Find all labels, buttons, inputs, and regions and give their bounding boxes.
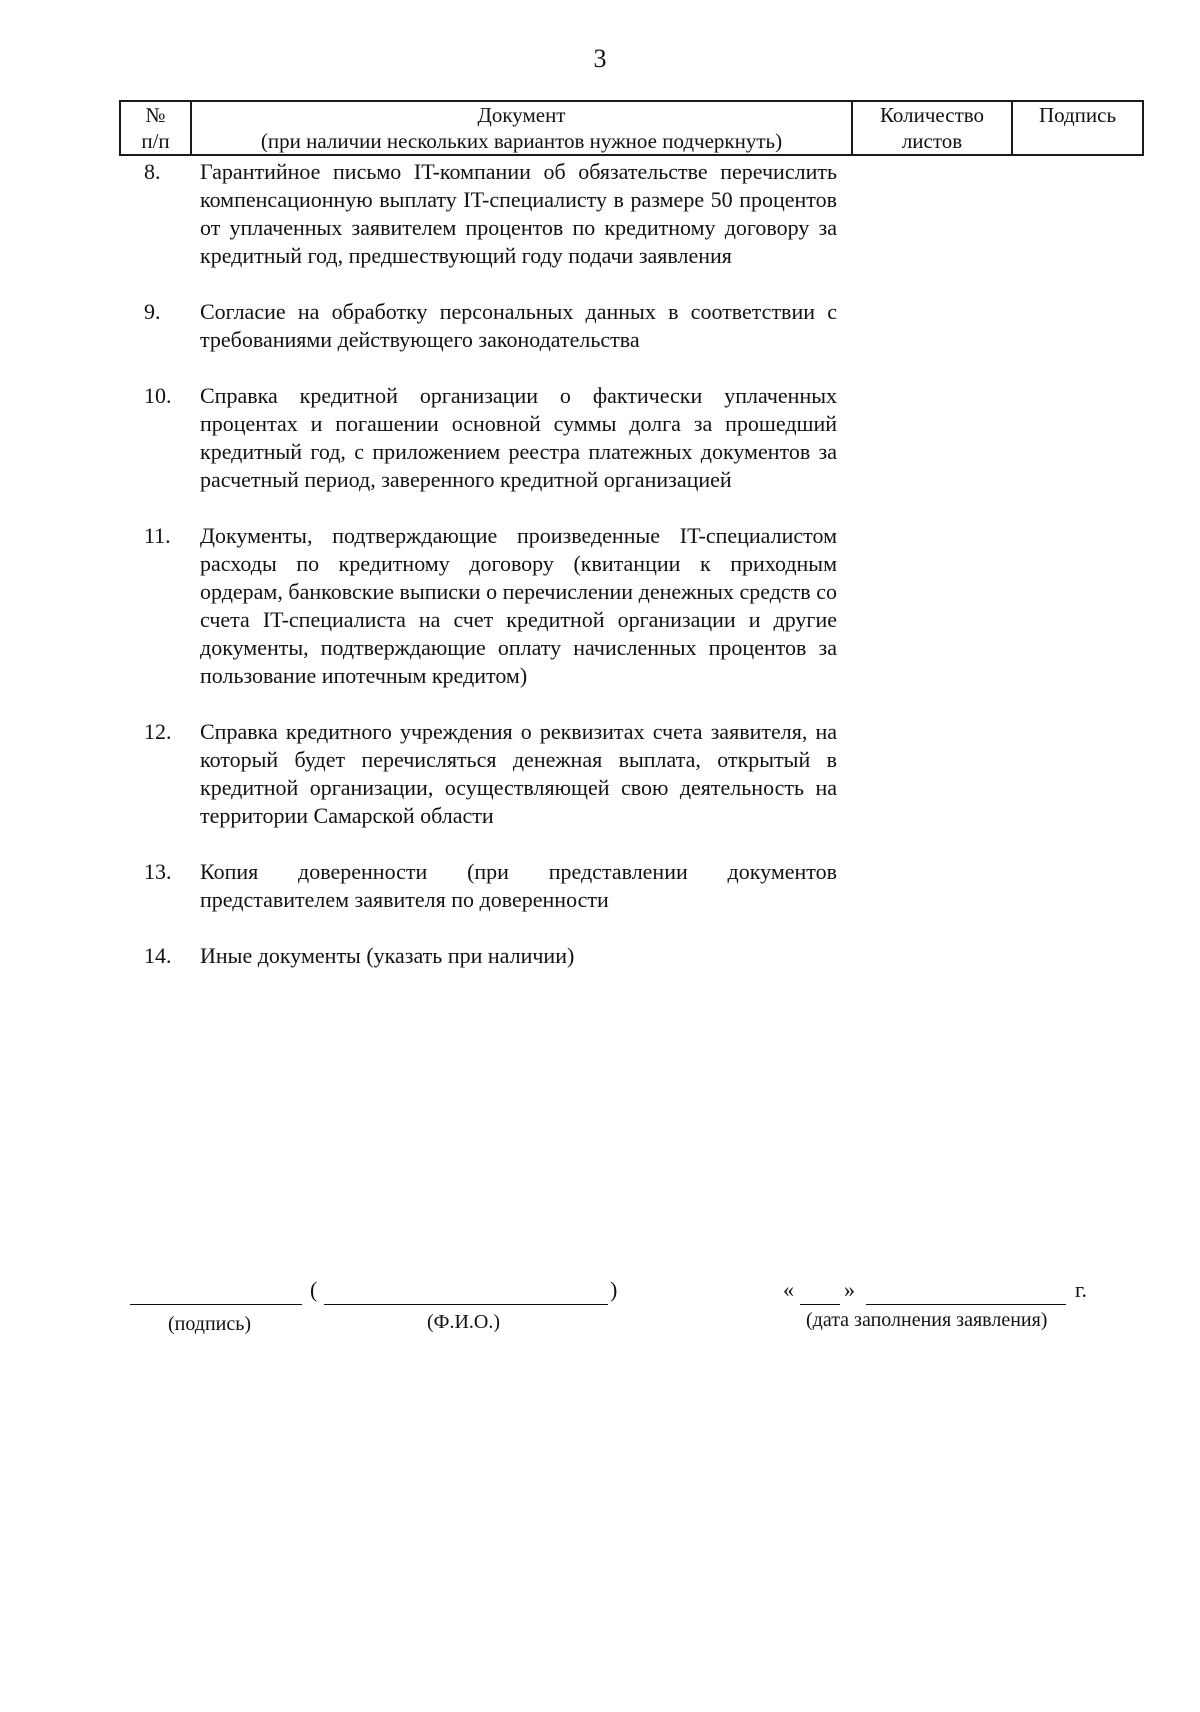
- item-text: Справка кредитного учреждения о реквизитах счета заявителя, на который будет перечисляться денежная выплата, открытый в кредитной организации, осуществляющей свою деятельность на территории Самарской области: [200, 719, 837, 828]
- item-text: Согласие на обработку персональных данных в соответствии с требованиями действующего законодательства: [200, 299, 837, 352]
- column-number-header: [120, 101, 191, 155]
- item-text: Документы, подтверждающие произведенные IT-специалистом расходы по кредитному договору (квитанции к приходным ордерам, банковские выписки о перечислении денежных средств со счета IT-специалиста на счет кредитной организации и другие документы, подтверждающие оплату начисленных процентов за пользование ипотечным кредитом): [200, 523, 837, 688]
- day-line: [800, 1304, 840, 1305]
- item-text: Копия доверенности (при представлении документов представителем заявителя по доверенности: [200, 859, 837, 912]
- list-item: [0, 942, 1200, 970]
- column-sheet-count-line-2: листов: [901, 129, 963, 153]
- column-signature-line-1: Подпись: [1038, 103, 1117, 127]
- column-number-line-1: №: [145, 103, 166, 127]
- item-number: 9.: [144, 299, 161, 324]
- item-number: 10.: [144, 383, 172, 408]
- documents-table-header: [119, 100, 1144, 156]
- list-item: [0, 298, 1200, 354]
- list-item: [0, 382, 1200, 494]
- column-document-line-1: Документ: [477, 103, 566, 127]
- item-number: 12.: [144, 719, 172, 744]
- name-close-paren: ): [610, 1277, 618, 1302]
- month-year-line: [866, 1304, 1066, 1305]
- column-signature-header: [1012, 101, 1143, 155]
- document-list: [0, 158, 1200, 998]
- page-number: 3: [593, 44, 607, 73]
- item-number: 8.: [144, 159, 161, 184]
- list-item: [0, 158, 1200, 270]
- signature-block: [0, 1270, 1200, 1340]
- item-number: 11.: [144, 523, 171, 548]
- list-item: [0, 858, 1200, 914]
- caption-signature: (подпись): [168, 1313, 252, 1335]
- item-text: Справка кредитной организации о фактически уплаченных процентах и погашении основной суммы долга за прошедший кредитный год, с приложением реестра платежных документов за расчетный период, заверенного кредитной организацией: [200, 383, 837, 492]
- name-open-paren: (: [310, 1277, 318, 1302]
- column-sheet-count-line-1: Количество: [879, 103, 985, 127]
- caption-name: (Ф.И.О.): [427, 1311, 501, 1333]
- list-item: [0, 718, 1200, 830]
- column-number-line-2: п/п: [141, 129, 170, 153]
- date-close-quote: »: [844, 1277, 855, 1302]
- list-item: [0, 522, 1200, 690]
- item-text: Иные документы (указать при наличии): [200, 943, 575, 968]
- date-open-quote: «: [783, 1277, 794, 1302]
- column-sheet-count-header: [852, 101, 1012, 155]
- item-number: 14.: [144, 943, 172, 968]
- caption-date: (дата заполнения заявления): [806, 1309, 1048, 1331]
- item-number: 13.: [144, 859, 172, 884]
- item-text: Гарантийное письмо IT-компании об обязательстве перечислить компенсационную выплату IT-специалисту в размере 50 процентов от уплаченных заявителем процентов по кредитному договору за кредитный год, предшествующий году подачи заявления: [200, 159, 837, 268]
- year-suffix: г.: [1075, 1277, 1088, 1302]
- column-document-line-2: (при наличии нескольких вариантов нужное подчеркнуть): [260, 129, 783, 153]
- column-document-header: [191, 101, 852, 155]
- signature-line: [130, 1304, 302, 1305]
- name-line: [324, 1304, 608, 1305]
